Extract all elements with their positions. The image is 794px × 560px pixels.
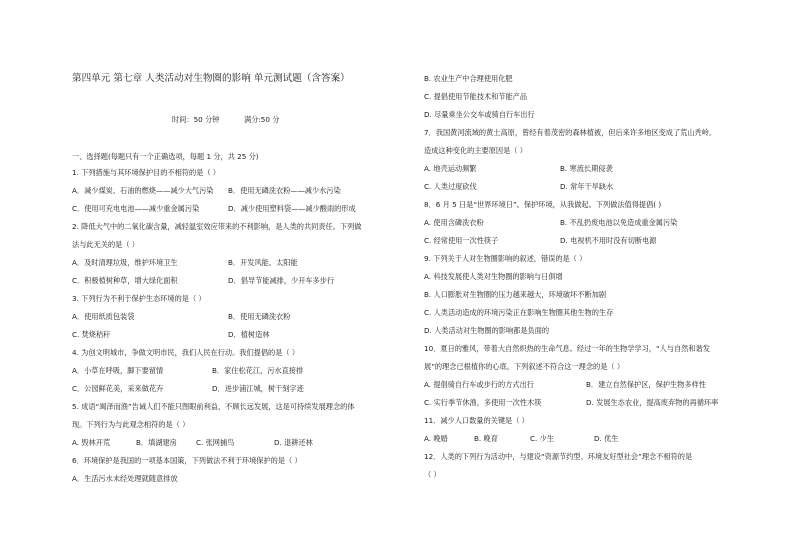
question-11-option-b: B. 晚育 [474,434,498,443]
page-title: 第四单元 第七章 人类活动对生物圈的影响 单元测试题（含答案） [72,73,350,84]
exam-score: 满分:50 分 [244,115,280,124]
question-3-option-a: A．使用纸质包装袋 [72,312,135,321]
question-6: 6．环境保护是我国的一项基本国策，下列做法不利于环境保护的是（ ） [72,456,302,465]
question-11-option-c: C. 少生 [530,434,554,443]
question-2-option-a: A．及时清理垃圾，维护环境卫生 [72,258,178,267]
question-5-option-d: D. 退耕还林 [274,438,313,447]
question-4: 4. 为创文明城市，争做文明市民，我们人民在行动。我们提倡的是（ ） [72,348,300,357]
question-1-option-c: C．使用可充电电池——减少重金属污染 [72,204,200,213]
question-7-option-a: A. 地壳运动频繁 [424,164,477,173]
question-7-option-d: D. 常年干旱缺水 [560,182,614,191]
question-8-option-a: A. 使用含磷洗衣粉 [424,218,484,227]
question-5-option-a: A. 毁林开荒 [72,438,111,447]
question-3: 3. 下列行为不利于保护生态环境的是（ ） [72,294,206,303]
question-6-option-d: D. 尽量乘坐公交车或骑自行车出行 [424,110,535,119]
question-1-option-a: A．减少煤炭、石油的燃烧——减少大气污染 [72,186,214,195]
question-8-option-d: D. 电视机不用时没有切断电源 [560,236,657,245]
question-10-option-d: D. 发展生态农业，提高废弃物的再循环率 [586,398,719,407]
question-6-option-a: A．生活污水未经处理就随意排放 [72,474,178,483]
question-10-option-b: B．建立自然保护区，保护生物多样性 [586,380,706,389]
question-6-option-c: C. 提倡使用节能技术和节能产品 [424,92,528,101]
question-2-line-1: 2. 降低大气中的二氧化碳含量，减轻温室效应带来的不利影响，是人类的共同责任。下列做 [72,222,362,231]
question-4-option-a: A．小草在呼吸，脚下要留情 [72,366,164,375]
question-6-option-b: B. 农业生产中合理使用化肥 [424,74,513,83]
question-2-option-d: D．倡导节能减排，少开车多步行 [228,276,335,285]
question-2-option-b: B．开发风能、太阳能 [228,258,298,267]
question-3-option-b: B．使用无磷洗衣粉 [228,312,291,321]
question-4-option-d: D．进步浦江城，树干刻字迹 [212,384,304,393]
question-1-option-b: B．使用无磷洗衣粉——减少水污染 [228,186,341,195]
question-2-option-c: C．积极植树种草，增大绿化面积 [72,276,178,285]
question-12-line-2: （ ） [424,470,441,479]
question-8: 8．6 月 5 日是“世界环境日”。保护环境，从我做起。下列做法值得提倡( ) [424,200,662,209]
exam-time: 时间：50 分钟 [172,115,220,124]
section-heading: 一、选择题(每题只有一个正确选项，每题 1 分，共 25 分) [72,152,259,161]
question-9: 9. 下列关于人对生物圈影响的叙述，错误的是（ ） [424,254,587,263]
question-9-option-d: D. 人类活动对生物圈的影响都是负面的 [424,326,550,335]
question-5-option-b: B．填湖建房 [136,438,177,447]
question-7-line-2: 造成这种变化的主要原因是（ ） [424,146,527,155]
question-3-option-d: D．植树造林 [228,330,270,339]
question-11: 11．减少人口数量的关键是（ ） [424,416,529,425]
question-11-option-a: A. 晚婚 [424,434,448,443]
question-7-option-b: B. 寒流长期侵袭 [560,164,613,173]
question-2-line-2: 法与此无关的是（ ） [72,240,139,249]
question-5-option-c: C. 张网捕鸟 [196,438,235,447]
question-10-option-c: C. 实行季节休渔，多使用一次性木筷 [424,398,542,407]
question-8-option-c: C. 经常使用一次性筷子 [424,236,499,245]
question-1: 1. 下列措施与其环境保护目的不相符的是（ ） [72,168,220,177]
question-7-line-1: 7．我国黄河流域的黄土高原，曾经有着茂密的森林植被，但后来许多地区变成了荒山秃岭。 [424,128,717,137]
question-4-option-c: C．公园鲜花美，采来做花卉 [72,384,164,393]
question-10-option-a: A. 提倡骑自行车或步行的方式出行 [424,380,534,389]
question-11-option-d: D. 优生 [594,434,619,443]
question-9-option-b: B. 人口膨胀对生物圈的压力越来越大，环境破坏不断加剧 [424,290,607,299]
question-1-option-d: D．减少使用塑料袋——减少酸雨的形成 [228,204,356,213]
question-3-option-c: C. 焚烧秸秆 [72,330,111,339]
question-5-line-2: 现。下列行为与此观念相符的是（ ） [72,420,190,429]
question-9-option-c: C. 人类活动造成的环境污染正在影响生物圈其他生物的生存 [424,308,614,317]
question-8-option-b: B. 不乱扔废电池以免造成重金属污染 [560,218,678,227]
question-10-line-1: 10．夏日的雅风，带着大自然炽热的生命气息。经过一年的生物学学习，“人与自然和谐发 [424,344,710,353]
question-12-line-1: 12．人类的下列行为活动中，与建设“资源节约型、环境友好型社会”理念不相符的是 [424,452,693,461]
question-4-option-b: B．家住松花江，污水直接排 [212,366,304,375]
question-5-line-1: 5. 成语“竭泽而渔”告诫人们不能只图眼前利益，不顾长远发展，这是可持续发展理念的体 [72,402,355,411]
question-10-line-2: 展”的理念已根植你的心底。下列叙述不符合这一理念的是（ ） [424,362,625,371]
question-7-option-c: C. 人类过度砍伐 [424,182,477,191]
question-9-option-a: A. 科技发展使人类对生物圈的影响与日俱增 [424,272,563,281]
